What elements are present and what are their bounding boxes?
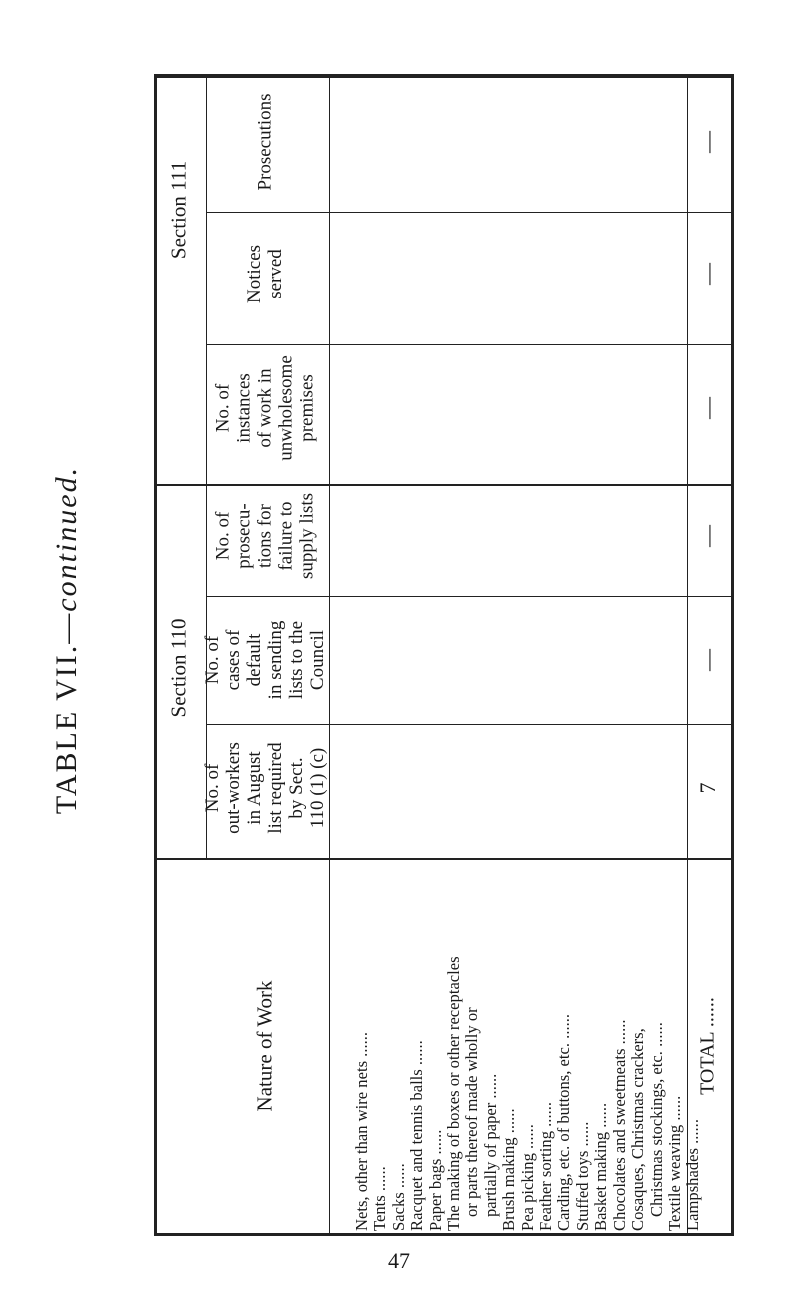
divider-sub-110a — [206, 596, 731, 597]
header-line: supply lists — [296, 492, 318, 580]
total-prosecutions-110: — — [695, 525, 720, 547]
list-item: Brush making ...... — [499, 1108, 519, 1231]
header-line: in sending — [265, 620, 286, 700]
total-outworkers: 7 — [695, 782, 720, 794]
header-line: default — [244, 633, 265, 687]
list-item: Stuffed toys ...... — [573, 1121, 593, 1231]
divider-section-label — [206, 78, 207, 858]
header-outworkers — [202, 742, 328, 834]
page-number: 47 — [388, 1248, 410, 1273]
list-item: or parts thereof made wholly or — [462, 1007, 482, 1217]
list-item: Sacks ...... — [388, 1163, 408, 1231]
header-line: out-workers — [223, 742, 244, 834]
header-notices-served — [244, 245, 286, 303]
list-item: Pea picking ...... — [517, 1124, 537, 1231]
title-main: TABLE VII. — [50, 643, 83, 815]
list-item: Tents ...... — [370, 1166, 390, 1231]
divider-sub-111b — [206, 344, 731, 345]
header-line: premises — [296, 374, 318, 442]
total-prosecutions-111: — — [695, 131, 720, 153]
list-item: Chocolates and sweetmeats ...... — [609, 1019, 629, 1231]
header-line: No. of — [212, 511, 234, 561]
list-item: Textile weaving ...... — [665, 1095, 685, 1231]
header-line: of work in — [254, 368, 276, 448]
header-cases-of-default — [202, 621, 328, 700]
list-item: Lampshades ...... — [683, 1119, 703, 1231]
header-prosecutions-111 — [255, 93, 276, 190]
nature-of-work-header: Nature of Work — [252, 980, 277, 1112]
divider-section111-section110 — [157, 484, 731, 486]
header-line: served — [265, 249, 286, 299]
header-unwholesome-premises — [213, 355, 318, 461]
header-line: No. of — [212, 383, 234, 433]
total-label: TOTAL ...... — [696, 997, 719, 1095]
work-list — [353, 861, 703, 1231]
header-line: list required — [265, 742, 286, 834]
header-prosecutions-110 — [213, 493, 318, 579]
title-separator: — — [50, 611, 83, 644]
header-line: Council — [307, 629, 328, 691]
header-line: lists to the — [286, 620, 307, 700]
header-line: 110 (1) (c) — [307, 747, 328, 829]
header-line: cases of — [223, 629, 244, 691]
header-line: in August — [244, 751, 265, 825]
list-item: Carding, etc. of buttons, etc. ...... — [554, 1013, 574, 1231]
list-item: Basket making ...... — [591, 1102, 611, 1231]
section-111-label: Section 111 — [166, 160, 191, 260]
header-line: Notices — [244, 244, 265, 304]
header-line: instances — [233, 373, 255, 443]
list-item: partially of paper ...... — [480, 1073, 500, 1217]
list-item: Christmas stockings, etc. ...... — [646, 1022, 666, 1217]
header-line: No. of — [202, 635, 223, 685]
divider-header-values — [329, 78, 330, 1234]
total-default: — — [695, 649, 720, 671]
section-110-label: Section 110 — [166, 618, 191, 718]
header-line: failure to — [275, 501, 297, 571]
header-line: unwholesome — [275, 355, 297, 461]
total-instances: — — [695, 397, 720, 419]
list-item: The making of boxes or other receptacles — [444, 956, 464, 1231]
header-line: No. of — [202, 763, 223, 813]
list-item: Paper bags ...... — [425, 1129, 445, 1231]
header-line: tions for — [254, 504, 276, 568]
divider-headers-nature — [157, 858, 731, 860]
header-line: by Sect. — [286, 757, 307, 819]
list-item: Racquet and tennis balls ...... — [407, 1040, 427, 1231]
page-title — [50, 340, 110, 940]
divider-sub-110b — [206, 724, 731, 725]
list-item: Nets, other than wire nets ...... — [352, 1031, 372, 1231]
list-item: Cosaques, Christmas crackers, — [628, 1028, 648, 1231]
header-line: prosecu- — [233, 503, 255, 569]
header-line: Prosecutions — [254, 93, 276, 191]
list-item: Feather sorting ...... — [536, 1101, 556, 1231]
total-notices: — — [695, 263, 720, 285]
title-continued: continued. — [50, 465, 83, 612]
divider-sub-111a — [206, 212, 731, 213]
